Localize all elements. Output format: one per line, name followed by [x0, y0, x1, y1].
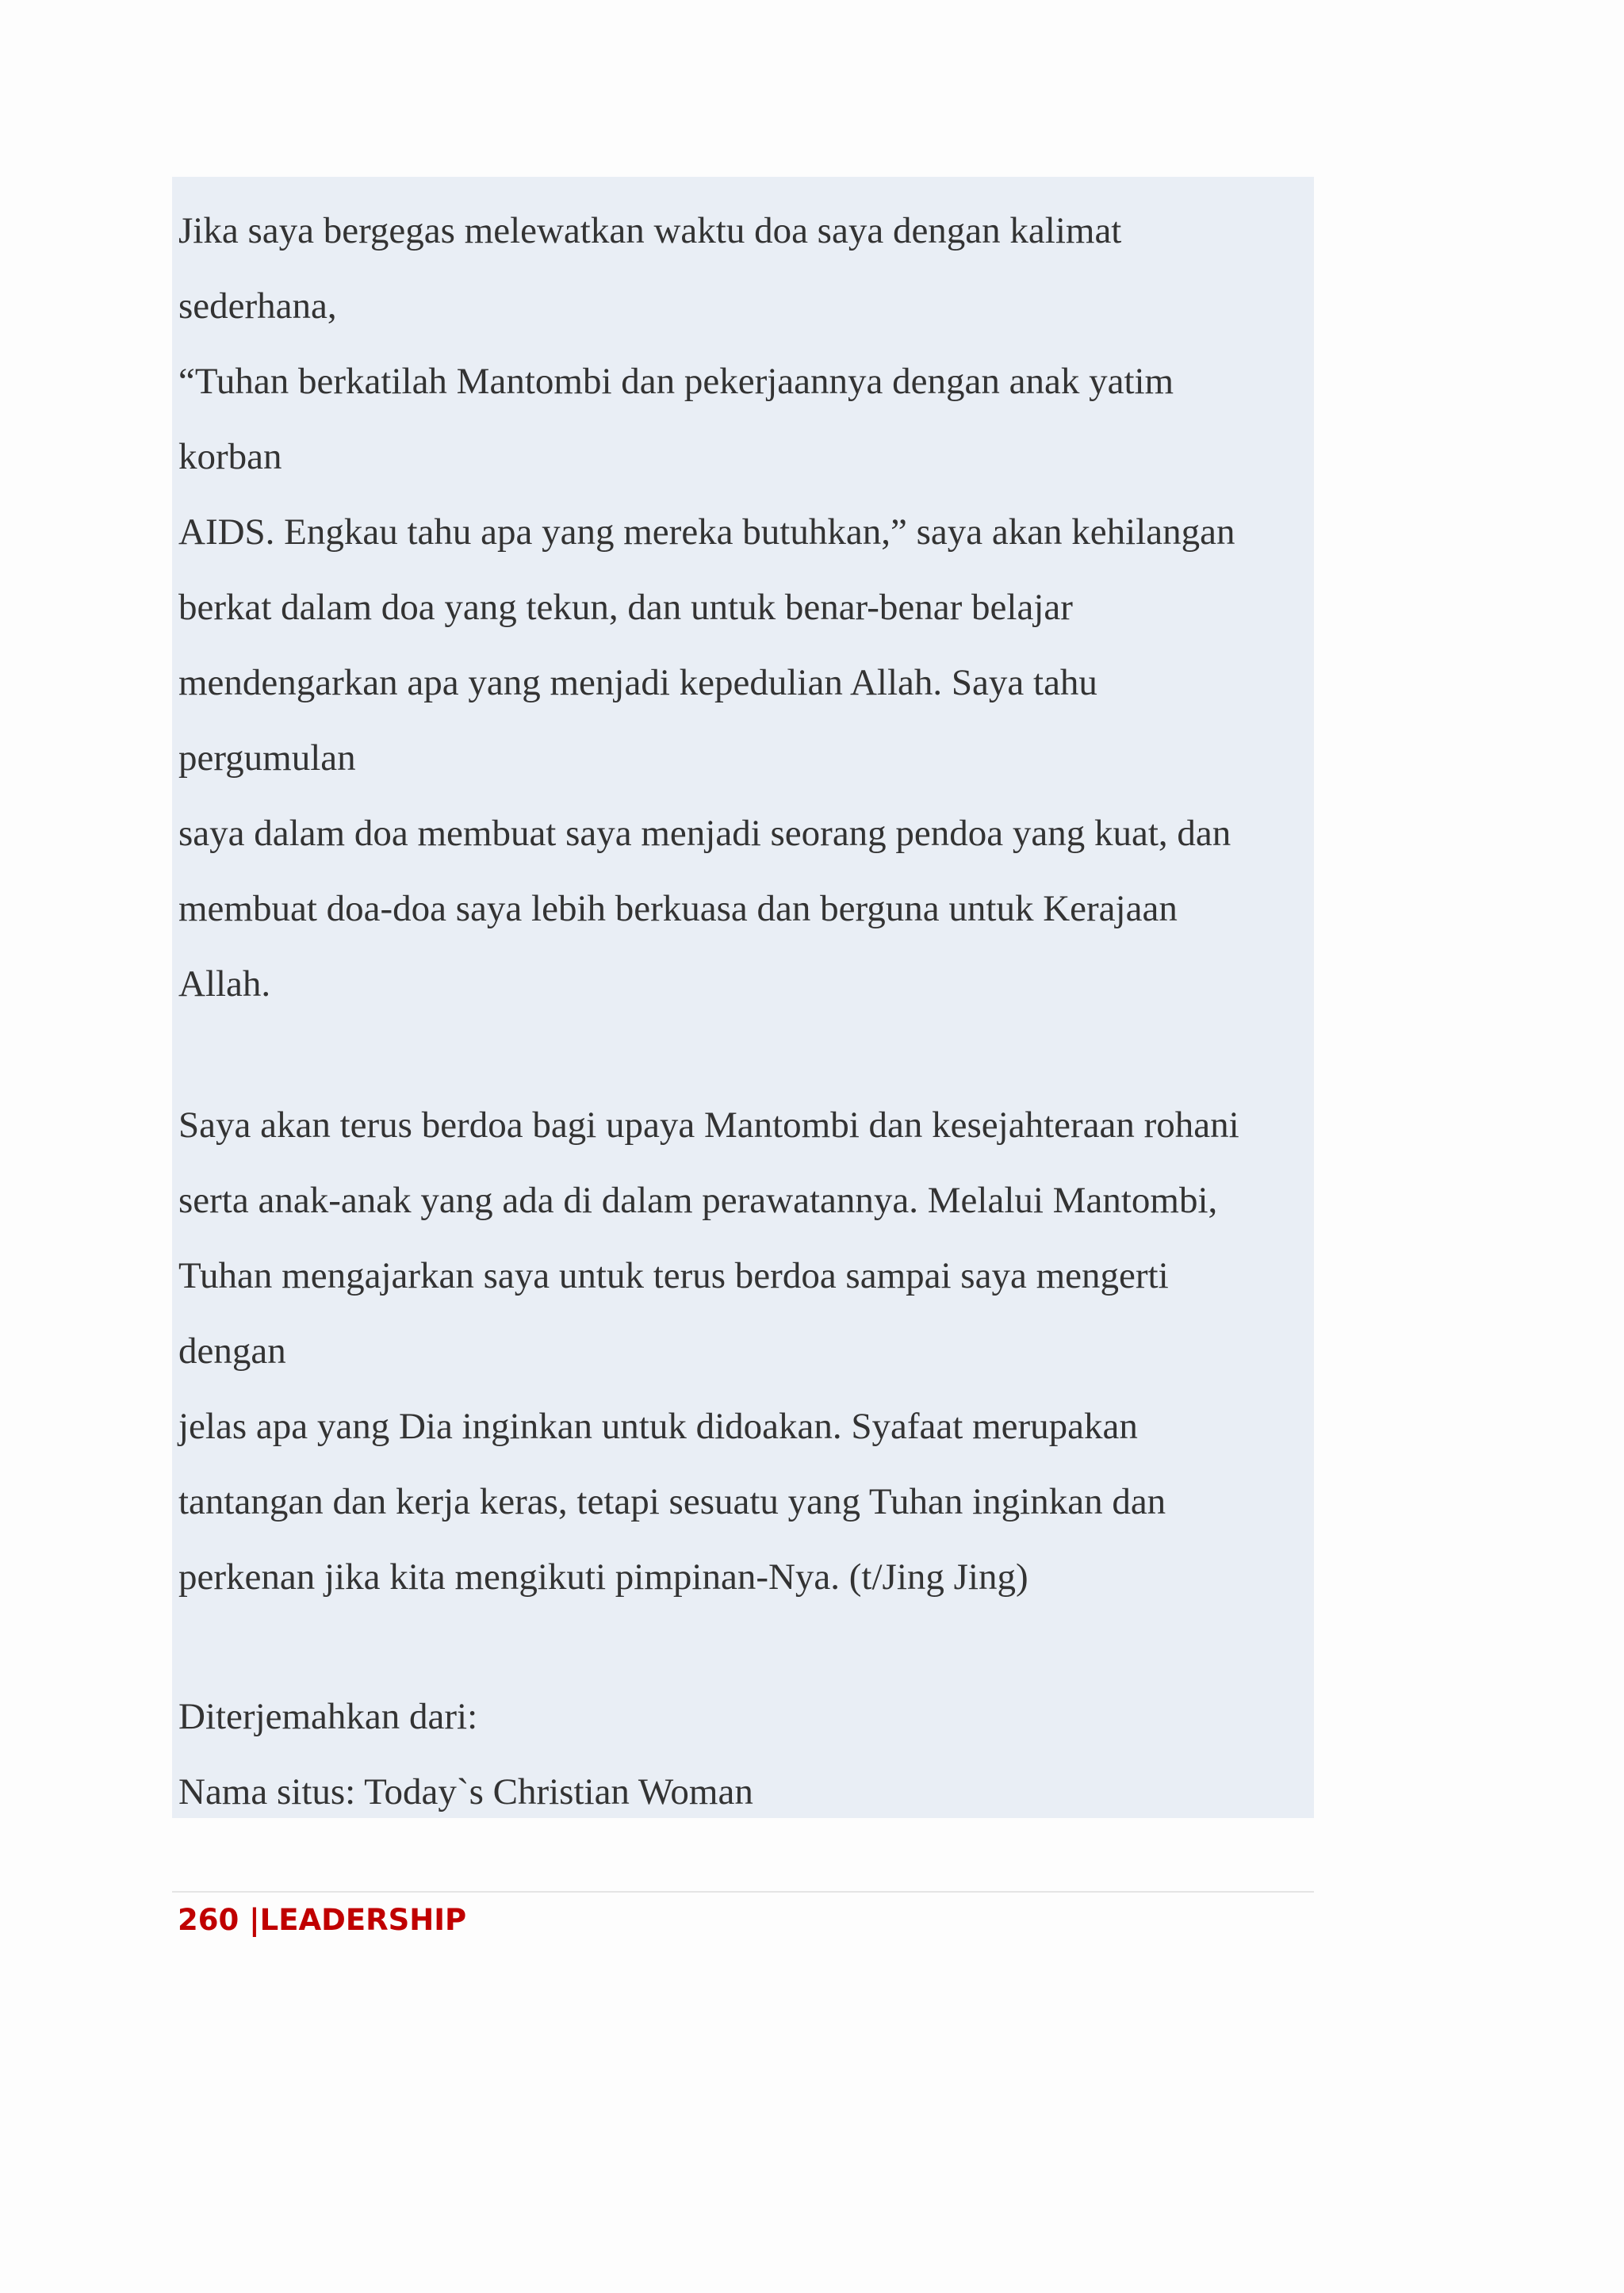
text-line: AIDS. Engkau tahu apa yang mereka butuhkan,” saya akan kehilangan	[178, 511, 1235, 553]
text-line: korban	[178, 436, 282, 477]
text-line: “Tuhan berkatilah Mantombi dan pekerjaannya dengan anak yatim	[178, 361, 1174, 402]
text-line: perkenan jika kita mengikuti pimpinan-Nya. (t/Jing Jing)	[178, 1556, 1028, 1598]
text-line: Nama situs: Today`s Christian Woman	[178, 1771, 753, 1813]
footer-separator: |	[249, 1903, 260, 1937]
text-line: Jika saya bergegas melewatkan waktu doa saya dengan kalimat	[178, 210, 1122, 251]
text-line: jelas apa yang Dia inginkan untuk didoakan. Syafaat merupakan	[178, 1406, 1138, 1447]
text-line: serta anak-anak yang ada di dalam perawatannya. Melalui Mantombi,	[178, 1180, 1218, 1221]
section-title: LEADERSHIP	[259, 1903, 467, 1937]
text-line: sederhana,	[178, 285, 337, 327]
text-line: dengan	[178, 1330, 286, 1372]
text-line: membuat doa-doa saya lebih berkuasa dan berguna untuk Kerajaan	[178, 888, 1178, 929]
text-line: Saya akan terus berdoa bagi upaya Mantombi dan kesejahteraan rohani	[178, 1104, 1239, 1146]
source-attribution	[178, 1679, 1320, 1830]
text-line: berkat dalam doa yang tekun, dan untuk benar-benar belajar	[178, 587, 1073, 628]
page-footer	[178, 1897, 466, 1944]
page-number: 260	[178, 1903, 239, 1937]
footer-divider	[172, 1891, 1314, 1893]
paragraph-1	[178, 193, 1320, 1022]
text-line: Tuhan mengajarkan saya untuk terus berdoa sampai saya mengerti	[178, 1255, 1169, 1296]
text-line: tantangan dan kerja keras, tetapi sesuatu yang Tuhan inginkan dan	[178, 1481, 1166, 1522]
text-line: pergumulan	[178, 737, 356, 779]
text-line: saya dalam doa membuat saya menjadi seorang pendoa yang kuat, dan	[178, 813, 1231, 854]
paragraph-2	[178, 1088, 1320, 1615]
text-line: Allah.	[178, 963, 271, 1005]
text-line: Diterjemahkan dari:	[178, 1696, 478, 1737]
text-line: mendengarkan apa yang menjadi kepedulian Allah. Saya tahu	[178, 662, 1097, 703]
